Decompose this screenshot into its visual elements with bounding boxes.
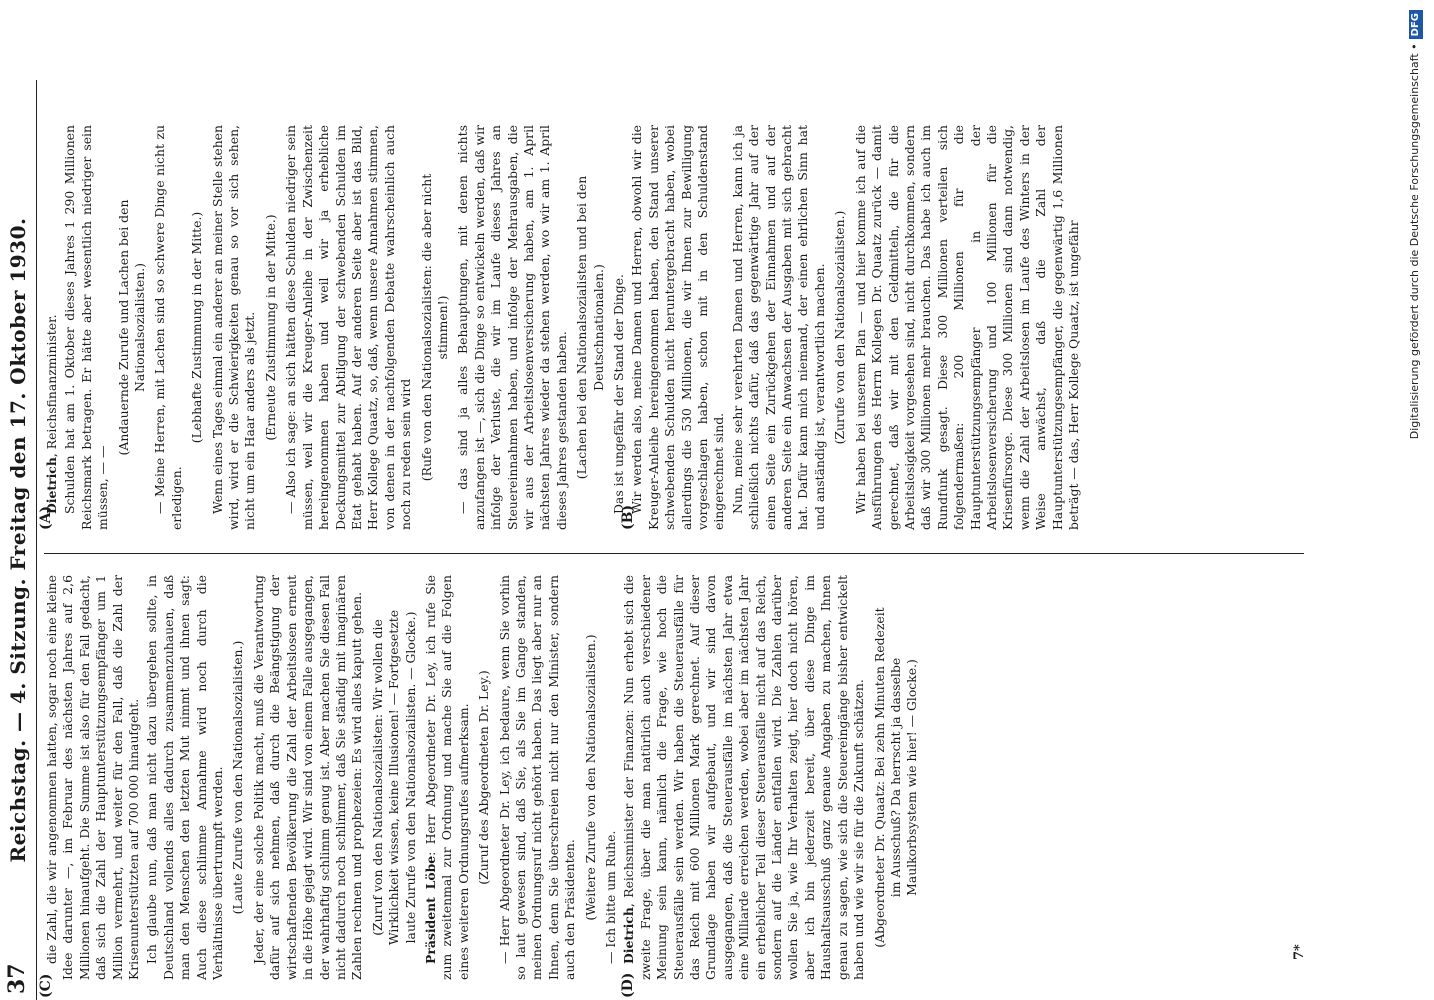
right-paragraph: die Zahl, die wir angenommen hatten, sogar noch eine kleine Idee darunter —, im Februar des nächsten Jahres auf 2,6 Millionen hinaufgeht. Die Summe ist also für den Fall gedacht, daß sich die Zahl der Hauptunterstützungsempfänger um 1 Million vermehrt, und weiter für den Fall, daß die Zahl der Krisenunterstützten auf 700 000 hinaufgeht. <box>44 575 142 980</box>
left-paragraph: — das sind ja alles Behauptungen, mit denen nichts anzufangen ist —, sich die Dinge so entwickeln werden, daß wir infolge der Verluste, die wir im Laufe dieses Jahres an Steuereinnahmen haben, und infolge der Mehrausgaben, die wir aus der Arbeitslosenversicherung haben, am 1. April nächsten Jahres wieder da stehen werden, wo wir am 1. April dieses Jahres gestanden haben. <box>455 125 569 530</box>
page-content <box>0 80 1320 1000</box>
left-paragraph: — Also ich sage: an sich hätten diese Schulden niedriger sein müssen, weil wir die Kreuger-Anleihe in der Zwischenzeit hereingenommen haben und weil wir ja erhebliche Deckungsmittel zur Abtilgung der schwebenden Schulden im Etat gehabt haben. Auf der anderen Seite aber ist das Bild, Herr Kollege Quaatz, so, daß, wenn unsere Annahmen stimmen, von denen in der nachfolgenden Debatte wahrscheinlich auch noch zu reden sein wird <box>283 125 414 530</box>
right-paragraph: Jeder, der eine solche Politik macht, muß die Verantwortung dafür auf sich nehmen, daß durch die Beängstigung der wirtschaftenden Bevölkerung die Zahl der Arbeitslosen erneut in die Höhe gejagt wird. Wir sind von einem Falle ausgegangen, der wahrhaftig schlimm genug ist. Aber machen Sie diesen Fall nicht dadurch noch schlimmer, daß Sie ständig mit imaginären Zahlen rechnen und prophezeien: Es wird alles kaputt gehen. <box>250 575 365 980</box>
rotated-page <box>0 80 1320 1000</box>
left-paragraph: Dietrich, Reichsfinanzminister. <box>44 314 59 514</box>
right-paragraph: (Zuruf des Abgeordneten Dr. Ley.) <box>476 670 492 885</box>
margin-mark-d: (D) <box>620 972 636 998</box>
funding-stamp <box>1405 10 1425 990</box>
left-paragraph: Wir werden also, meine Damen und Herren, obwohl wir die Kreuger-Anleihe hereingenommen haben, den Stand unserer schwebenden Schulden nicht heruntergebracht haben, wobei allerdings die 530 Millionen, die wir Ihnen zur Bewilligung vorgeschlagen haben, schon mit in den Schuldenstand eingerechnet sind. <box>629 125 727 530</box>
right-paragraph: (Weitere Zurufe von den Nationalsozialisten.) <box>582 634 598 921</box>
left-paragraph: (Lachen bei den Nationalsozialisten und bei den Deutschnationalen.) <box>574 175 606 480</box>
left-paragraph: Wir haben bei unserem Plan — und hier komme ich auf die Ausführungen des Herrn Kollegen Dr. Quaatz zurück — damit gerechnet, daß wir mit den Geldmitteln, die für die Arbeitslosigkeit vorgesehen sind, nicht durchkommen, sondern daß wir 300 Millionen mehr brauchen. Das habe ich auch im Rundfunk gesagt. Diese 300 Millionen verteilen sich folgendermaßen: 200 Millionen für die Hauptunterstützungsempfänger in der Arbeitslosenversicherung und 100 Millionen für die Krisenfürsorge. Diese 300 Millionen sind dann notwendig, wenn die Zahl der Arbeitslosen im Laufe des Winters in der Weise anwächst, daß die Zahl der Hauptunterstützungsempfänger, die gegenwärtig 1,6 Millionen beträgt — das, Herr Kollege Quaatz, ist ungefähr <box>852 125 1081 530</box>
left-paragraph: (Zurufe von den Nationalsozialisten.) <box>832 210 848 445</box>
right-paragraph: — Herr Abgeordneter Dr. Ley, ich bedaure, wenn Sie vorhin so laut gewesen sind, daß Sie, als Sie im Gange standen, meinen Ordnungsruf nicht gehört haben. Das liegt aber nur an Ihnen, denn Sie überschreien nicht nur den Minister, sondern auch den Präsidenten. <box>496 575 578 980</box>
left-paragraph: Nun, meine sehr verehrten Damen und Herren, kann ich ja schließlich nichts dafür, daß das gegenwärtige Jahr auf der einen Seite ein Zurückgehen der Einnahmen und auf der anderen Seite ein Anwachsen der Ausgaben mit sich gebracht hat. Dafür kann mich niemand, der einen ehrlichen Sinn hat und anständig ist, verantwortlich machen. <box>729 125 827 530</box>
right-paragraph: Dietrich, Reichsminister der Finanzen: Nun erhebt sich die zweite Frage, über die man natürlich auch verschiedener Meinung sein kann, nämlich die Frage, wie hoch die Steuerausfälle sein werden. Wir haben die Steuerausfälle für das Reich mit 600 Millionen Mark gerechnet. Auf dieser Grundlage haben wir aufgebaut, und wir sind davon ausgegangen, daß die Steuerausfälle im nächsten Jahr etwa eine Milliarde erreichen werden, wobei aber im nächsten Jahr ein erheblicher Teil dieser Steuerausfälle nicht auf das Reich, sondern auf die Länder entfallen wird. Die Zahlen darüber wollen Sie ja, wie Ihr Verhalten zeigt, hier doch nicht hören, aber ich bin jederzeit bereit, über diese Dinge im Haushaltsausschuß ganz genaue Angaben zu machen, Ihnen genau zu sagen, wie sich die Steuereingänge bisher entwickelt haben und wie wir sie für die Zukunft schätzen. <box>621 575 867 980</box>
left-paragraph: — Meine Herren, mit Lachen sind so schwere Dinge nicht zu erledigen. <box>152 125 184 530</box>
page-number: 37 <box>4 963 30 994</box>
funding-note: Digitalisierung gefördert durch die Deutsche Forschungsgemeinschaft • <box>1408 43 1421 440</box>
margin-mark-c: (C) <box>38 973 54 998</box>
left-paragraph: Das ist ungefähr der Stand der Dinge. <box>611 274 626 514</box>
signature-mark: 7* <box>1292 944 1307 960</box>
page-title: Reichstag. — 4. Sitzung. Freitag den 17. Oktober 1930. <box>6 217 30 863</box>
margin-mark-b: (B) <box>620 504 636 530</box>
left-paragraph: Schulden hat am 1. Oktober dieses Jahres 1 290 Millionen Reichsmark betragen. Er hätte aber wesentlich niedriger sein müssen, — — <box>62 125 111 530</box>
left-paragraph: (Lebhafte Zustimmung in der Mitte.) <box>189 211 205 444</box>
right-paragraph: Präsident Löbe: Herr Abgeordneter Dr. Ley, ich rufe Sie zum zweitenmal zur Ordnung und mache Sie auf die Folgen eines weiteren Ordnungsrufes aufmerksam. <box>422 575 471 980</box>
left-paragraph: Wenn eines Tages einmal ein anderer an meiner Stelle stehen wird, wird er die Schwierigkeiten genau so vor sich sehen, nicht um ein Haar anders als jetzt. <box>209 125 258 530</box>
left-text-column <box>44 125 1084 530</box>
right-paragraph: (Abgeordneter Dr. Quaatz: Bei zehn Minuten Redezeit im Ausschuß? Da herrscht ja dasselbe Maulkorbsystem wie hier! — Glocke.) <box>871 607 920 948</box>
left-paragraph: (Rufe von den Nationalsozialisten: die aber nicht stimmen!) <box>418 173 450 482</box>
dfg-logo: DFG <box>1409 10 1423 39</box>
right-paragraph: (Zuruf von den Nationalsozialisten: Wir wollen die Wirklichkeit wissen, keine Illusionen! — Fortgesetzte laute Zurufe von den Nationalsozialisten. — Glocke.) <box>369 609 418 946</box>
margin-mark-a: (A) <box>38 505 54 530</box>
left-paragraph: (Erneute Zustimmung in der Mitte.) <box>262 214 278 441</box>
right-paragraph: (Laute Zurufe von den Nationalsozialisten.) <box>230 640 246 915</box>
column-divider <box>44 553 1304 554</box>
left-paragraph: (Andauernde Zurufe und Lachen bei den Nationalsozialisten.) <box>115 199 148 456</box>
right-paragraph: Ich glaube nun, daß man nicht dazu übergehen sollte, in Deutschland vollends alles dadurch zusammenzuhauen, daß man den Menschen den letzten Mut nimmt und ihnen sagt: Auch diese schlimme Annahme wird noch durch die Verhältnisse übertrumpft werden. <box>144 575 226 980</box>
right-paragraph: — Ich bitte um Ruhe. <box>603 830 618 964</box>
page-header <box>0 80 37 1000</box>
right-text-column <box>44 575 925 980</box>
